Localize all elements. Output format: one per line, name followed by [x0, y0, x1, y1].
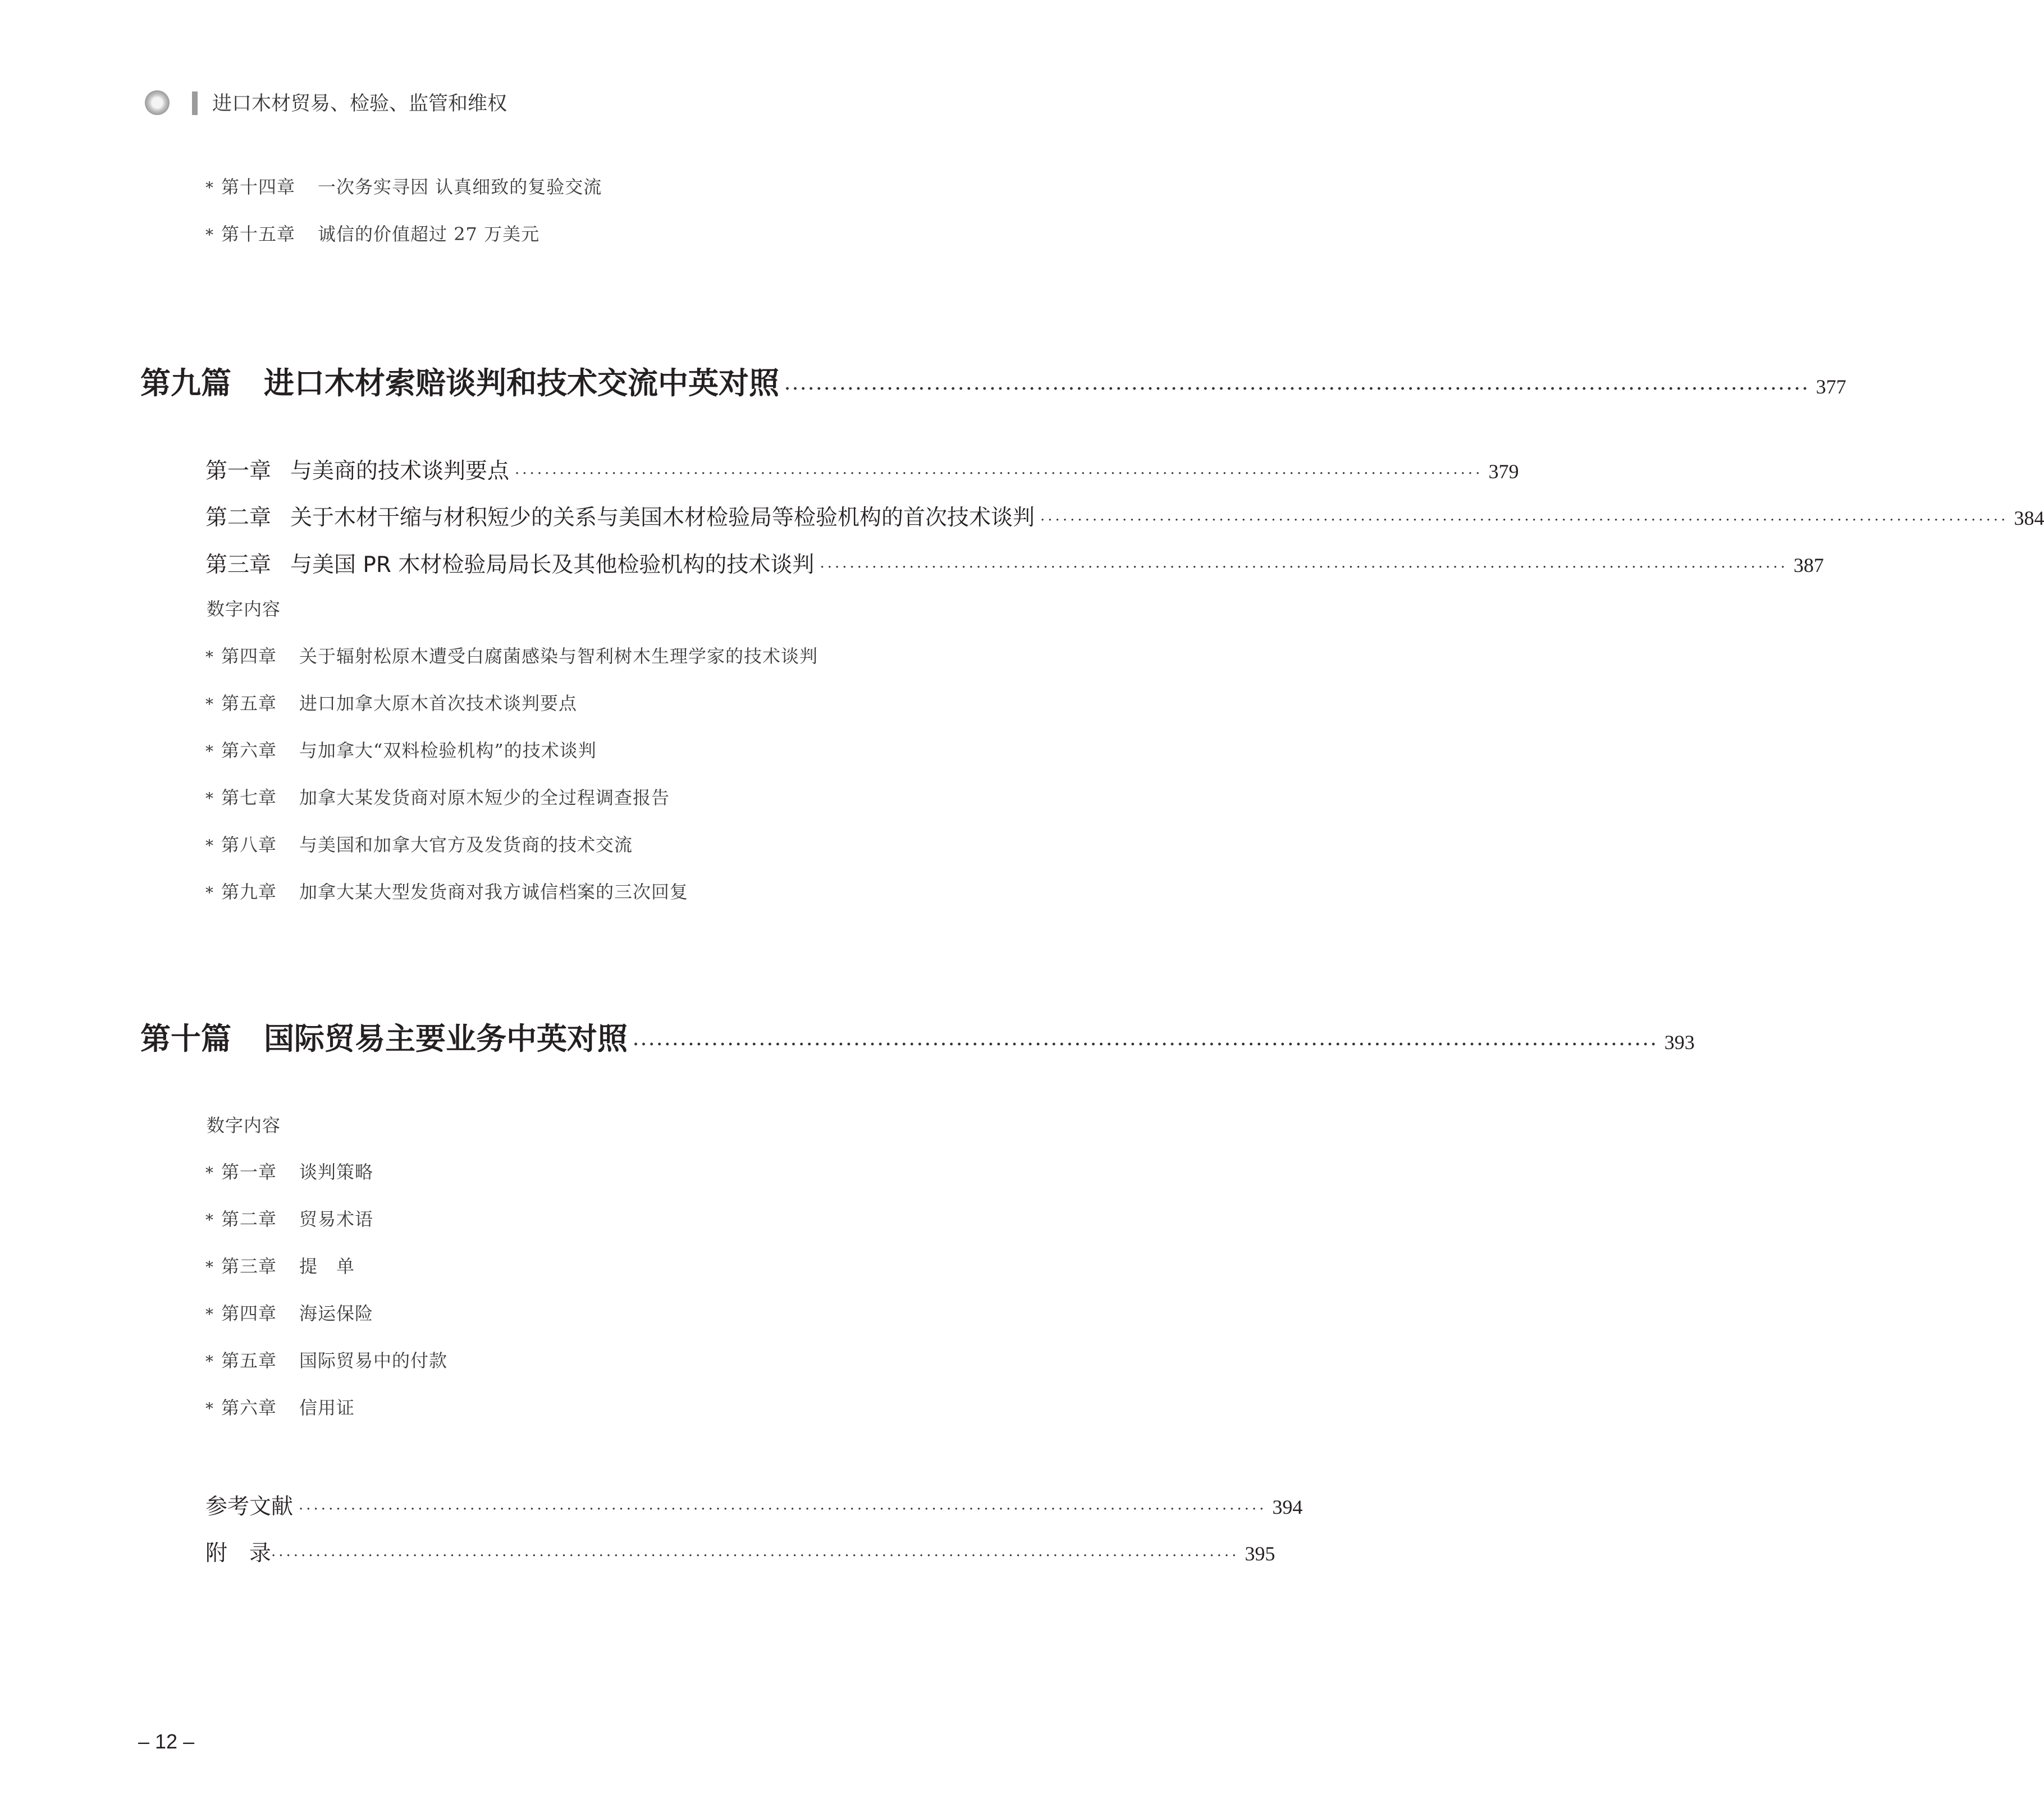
chapter-label: 第一章: [205, 459, 272, 484]
digital-item: [205, 878, 688, 904]
chapter-title: 提 单: [299, 1256, 355, 1277]
chapter-label: 第二章: [205, 505, 272, 530]
book-title: 进口木材贸易、检验、监管和维权: [212, 93, 507, 115]
digital-item: [205, 831, 633, 857]
chapter-label: 第三章: [221, 1256, 277, 1277]
star-marker: *: [205, 1164, 214, 1182]
header-divider-bar: [192, 91, 198, 115]
digital-content-heading: 数字内容: [207, 598, 281, 620]
page-number: 393: [1664, 1031, 1695, 1054]
chapter-title: 与美商的技术谈判要点: [290, 459, 510, 484]
page-number: 379: [1488, 460, 1519, 483]
leader-dots: ··································································································································: [299, 1501, 1267, 1518]
chapter-title: 与加拿大“双料检验机构”的技术谈判: [299, 740, 597, 761]
star-marker: *: [205, 226, 214, 244]
chapter-label: 第四章: [221, 645, 277, 667]
chapter-title: 谈判策略: [299, 1161, 374, 1183]
chapter-label: 第十四章: [221, 176, 296, 198]
star-marker: *: [205, 836, 214, 855]
leader-dots: ··································································································································: [785, 381, 1810, 397]
digital-item: [205, 1158, 373, 1184]
chapter-label: 第五章: [221, 1350, 277, 1371]
chapter-label: 第三章: [205, 552, 272, 578]
chapter-label: 第九章: [221, 881, 277, 903]
digital-item: [205, 1252, 355, 1278]
chapter-label: 第二章: [221, 1208, 277, 1230]
digital-item: [205, 1299, 373, 1325]
chapter-title: 贸易术语: [299, 1208, 374, 1230]
page-number: 395: [1245, 1542, 1275, 1565]
chapter-label: 第一章: [221, 1161, 277, 1183]
digital-item: [205, 173, 602, 199]
page-folio: – 12 –: [138, 1730, 195, 1753]
star-marker: *: [205, 883, 214, 902]
digital-item: [205, 1347, 447, 1372]
digital-content-heading: 数字内容: [207, 1115, 281, 1136]
star-marker: *: [205, 1258, 214, 1276]
leader-dots: ··································································································································: [820, 559, 1788, 576]
star-marker: *: [205, 1352, 214, 1371]
page-number: 394: [1272, 1496, 1303, 1518]
star-marker: *: [205, 742, 214, 761]
star-marker: *: [205, 789, 214, 808]
toc-entry-chapter[interactable]: [205, 547, 1824, 579]
digital-item: [205, 1205, 373, 1231]
leader-dots: ··································································································································: [515, 465, 1483, 482]
digital-item: [205, 784, 670, 809]
chapter-title: 加拿大某发货商对原木短少的全过程调查报告: [299, 787, 670, 808]
chapter-title: 关于木材干缩与材积短少的关系与美国木材检验局等检验机构的首次技术谈判: [290, 505, 1035, 530]
page-number: 377: [1816, 376, 1846, 398]
chapter-label: 第十五章: [221, 223, 296, 245]
page-number: 384: [2014, 507, 2044, 529]
chapter-label: 第七章: [221, 787, 277, 808]
chapter-title: 加拿大某大型发货商对我方诚信档案的三次回复: [299, 881, 689, 903]
toc-entry-chapter[interactable]: [205, 454, 1519, 485]
chapter-title: 国际贸易中的付款: [299, 1350, 448, 1371]
chapter-label: 第四章: [221, 1303, 277, 1324]
page-number: 387: [1793, 554, 1824, 576]
toc-entry-chapter[interactable]: [205, 500, 2044, 532]
leader-dots: ··································································································································: [1040, 512, 2009, 529]
star-marker: *: [205, 178, 214, 197]
chapter-label: 第八章: [221, 834, 277, 855]
chapter-title: 进口加拿大原木首次技术谈判要点: [299, 693, 578, 714]
star-marker: *: [205, 1399, 214, 1418]
chapter-label: 第六章: [221, 740, 277, 761]
chapter-title: 诚信的价值超过 27 万美元: [318, 223, 540, 245]
digital-item: [205, 736, 597, 762]
entry-title: 附 录: [205, 1541, 272, 1566]
star-marker: *: [205, 1211, 214, 1229]
chapter-title: 与美国 PR 木材检验局局长及其他检验机构的技术谈判: [290, 552, 815, 578]
digital-item: [205, 642, 818, 668]
part-title: 国际贸易主要业务中英对照: [264, 1020, 628, 1056]
star-marker: *: [205, 648, 214, 666]
chapter-label: 第六章: [221, 1397, 277, 1418]
chapter-title: 信用证: [299, 1397, 355, 1418]
part-label: 第九篇: [140, 365, 231, 401]
publisher-logo-icon: [145, 90, 170, 115]
leader-dots: ··································································································································: [271, 1548, 1240, 1564]
star-marker: *: [205, 695, 214, 713]
toc-entry-part10[interactable]: [140, 1015, 1695, 1058]
toc-entry-appendix[interactable]: [205, 1536, 1275, 1567]
chapter-title: 关于辐射松原木遭受白腐菌感染与智利树木生理学家的技术谈判: [299, 645, 818, 667]
chapter-title: 海运保险: [299, 1303, 374, 1324]
chapter-label: 第五章: [221, 693, 277, 714]
toc-entry-references[interactable]: [205, 1489, 1303, 1521]
digital-item: [205, 1394, 355, 1420]
star-marker: *: [205, 1305, 214, 1324]
digital-item: [205, 220, 539, 246]
part-label: 第十篇: [140, 1020, 231, 1056]
chapter-title: 一次务实寻因 认真细致的复验交流: [318, 176, 602, 198]
leader-dots: ··································································································································: [633, 1036, 1659, 1053]
entry-title: 参考文献: [205, 1494, 294, 1519]
digital-item: [205, 689, 577, 715]
chapter-title: 与美国和加拿大官方及发货商的技术交流: [299, 834, 633, 855]
part-title: 进口木材索赔谈判和技术交流中英对照: [264, 365, 779, 401]
toc-entry-part9[interactable]: [140, 359, 1846, 402]
